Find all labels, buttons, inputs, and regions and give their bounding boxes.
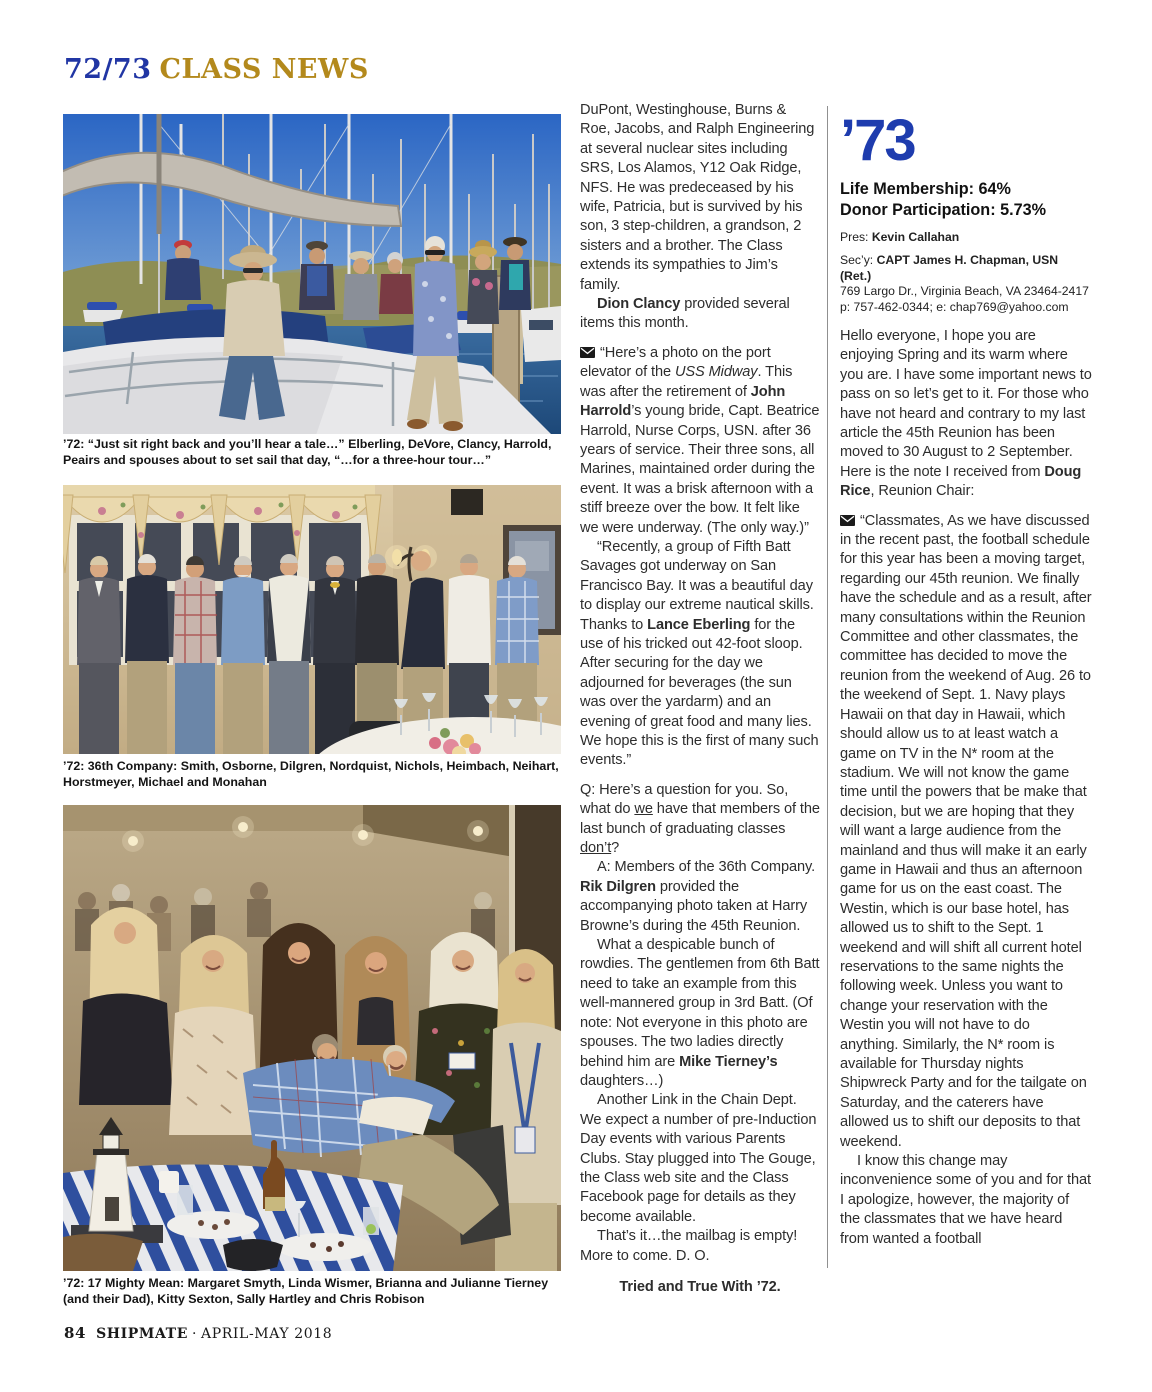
page-header [64, 54, 369, 85]
paragraph: A: Members of the 36th Company. Rik Dilgren provided the accompanying photo taken at Harry Browne’s during the 45th Reunion. [580, 859, 816, 934]
photo-caption-3: ’72: 17 Mighty Mean: Margaret Smyth, Linda Wismer, Brianna and Julianne Tierney (and their Dad), Kitty Sexton, Sally Hartley and Chris Robison [63, 1276, 549, 1306]
class-president-line [840, 230, 1092, 246]
president-label: Pres: [840, 230, 869, 244]
class-72-column [580, 101, 820, 1297]
page-number: 84 [64, 1324, 87, 1342]
paragraph: “Recently, a group of Fifth Batt Savages got underway on San Francisco Bay. It was a beautiful day to display our extreme nautical skills. Thanks to Lance Eberling for the use of his tricked out 42-foot sloop. After securing for the day we adjourned for beverages (the sun was over the yardarm) and an evening of great food and many lies. We hope this is the first of many such events.” [580, 538, 819, 769]
photo-caption-2: ’72: 36th Company: Smith, Osborne, Dilgren, Nordquist, Nichols, Heimbach, Neihart, Horstmeyer, Michael and Monahan [63, 759, 559, 789]
paragraph: Hello everyone, I hope you are enjoying Spring and its warm where you are. I have some important news to pass on so let’s get to it. For those who have not heard and contrary to my last article the 45th Reunion has been moved to 30 August to 2 September. Here is the note I received from Doug Rice, Reunion Chair: [840, 327, 1092, 500]
issue-date: APRIL-MAY 2018 [201, 1326, 333, 1342]
page-footer [64, 1324, 332, 1342]
photo-36th-company [63, 485, 561, 754]
party-photo-illustration [63, 805, 561, 1271]
secretary-name: CAPT James H. Chapman, USN (Ret.) [840, 252, 1059, 283]
president-name: Kevin Callahan [871, 230, 960, 244]
envelope-icon [840, 513, 855, 529]
paragraph: “Here’s a photo on the port elevator of the USS Midway. This was after the retirement of John Harrold’s young bride, Capt. Beatrice Harrold, Nurse Corps, USN. after 36 years of service. Their three sons, all Marines, maintained order during the event. It was a brisk afternoon with a stiff breeze over the bow. It felt like we were underway. (The only way.)” [580, 344, 820, 536]
envelope-icon [580, 345, 595, 361]
paragraph: Q: Here’s a question for you. So, what do we have that members of the last bunch of graduating classes don’t? [580, 781, 820, 857]
photo-caption-1: ’72: “Just sit right back and you’ll hear a tale…” Elberling, DeVore, Clancy, Harrold, Peairs and spouses about to set sail that day, “…for a three-hour tour…” [63, 437, 552, 467]
page-title: CLASS NEWS [159, 54, 369, 85]
paragraph: “Classmates, As we have discussed in the recent past, the football schedule for this year has been a moving target, regarding our 45th reunion. We finally have the schedule and as a result, after many consultations within the Reunion Committee and other classmates, the committee has decided to move the reunion from the weekend of Aug. 26 to the weekend of Sept. 1. Navy plays Hawaii on that day in Hawaii, which should allow us to at least watch a game on TV in the N* room at the stadium. We will not know the game time until the powers that be make that decision, but we are hoping that they will want a large audience from the mainland and thus will make it an early game in Hawaii and thus an afternoon game for us on the east coast. The Westin, which is our base hotel, has allowed us to shift to the Sept. 1 weekend and will shift all current hotel reservations to the same nights the following week. Unless you want to change your reservation with the Westin you will not have to do anything. Similarly, the N* room is available for Thursday nights Shipwreck Party and for the tailgate on Saturday, and the caterers have allowed us to shift our deposits to that weekend. [840, 512, 1092, 1150]
paragraph: DuPont, Westinghouse, Burns & Roe, Jacobs, and Ralph Engineering at several nuclear sites including SRS, Los Alamos, Y12 Oak Ridge, NFS. He was predeceased by his wife, Patricia, but is survived by his son, 3 step-children, a grandson, 2 sisters and a brother. The Class extends its sympathies to Jim’s family. [580, 102, 815, 293]
photo-mighty-mean [63, 805, 561, 1271]
footer-separator: · [191, 1326, 198, 1342]
paragraph: That’s it…the mailbag is empty! More to come. D. O. [580, 1228, 798, 1264]
paragraph: I know this change may inconvenience some of you and for that I apologize, however, the majority of the classmates that we have heard from wanted a football [840, 1153, 1091, 1247]
donor-participation-stat: Donor Participation: 5.73% [840, 201, 1046, 219]
paragraph: What a despicable bunch of rowdies. The gentlemen from 6th Batt need to take an example from this well-mannered group in 3rd Batt. (Of note: Not everyone in this photo are spouses. The two ladies directly behind him are Mike Tierney’s daughters…) [580, 937, 820, 1089]
sailboat-photo-illustration [63, 114, 561, 434]
secretary-contact: p: 757-462-0344; e: chap769@yahoo.com [840, 300, 1069, 315]
life-membership-stat: Life Membership: 64% [840, 180, 1011, 198]
secretary-address: 769 Largo Dr., Virginia Beach, VA 23464-2417 [840, 284, 1089, 299]
column-divider-rule [827, 106, 828, 1268]
paragraph: Another Link in the Chain Dept. We expect a number of pre-Induction Day events with various Parents Clubs. Stay plugged into The Gouge, the Class web site and the Class Facebook page for details as they become available. [580, 1092, 817, 1225]
secretary-label: Sec’y: [840, 252, 874, 267]
photo-sailboat [63, 114, 561, 434]
class-secretary-block [840, 253, 1092, 316]
class-73-body [840, 327, 1092, 1249]
magazine-name: SHIPMATE [96, 1326, 188, 1342]
paragraph: Tried and True With ’72. [619, 1278, 781, 1295]
company-photo-illustration [63, 485, 561, 754]
class-73-year-heading: ’73 [840, 108, 915, 173]
class-73-column [840, 110, 1092, 1249]
paragraph: Dion Clancy provided several items this month. [580, 296, 790, 332]
header-years: 72/73 [64, 54, 152, 85]
